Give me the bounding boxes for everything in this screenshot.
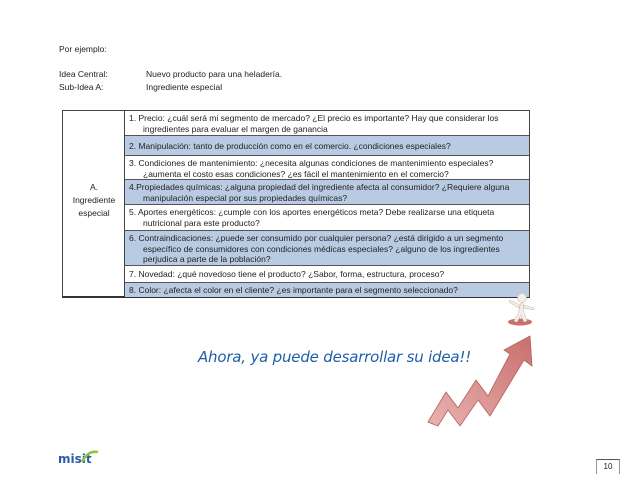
call-to-action: Ahora, ya puede desarrollar su idea!! (198, 348, 472, 366)
left-label-line: A. (89, 182, 99, 192)
page-number: 10 (596, 459, 620, 474)
row-line: manipulación especial por sus propiedades químicas? (143, 192, 348, 203)
criteria-row (125, 205, 529, 231)
criteria-row (125, 111, 529, 136)
criteria-rows (125, 111, 529, 296)
growth-arrow-icon (418, 292, 558, 434)
criteria-row (125, 266, 529, 283)
row-line: 5. Aportes energéticos: ¿cumple con los aportes energéticos meta? Debe realizarse una etiqueta (129, 207, 495, 217)
sub-idea-cell (63, 111, 125, 296)
row-line: ingredientes para evaluar el margen de ganancia (143, 123, 328, 134)
criteria-row (125, 180, 529, 205)
figure-icon (509, 294, 534, 323)
row-line: 8. Color: ¿afecta el color en el cliente? ¿es importante para el segmento seleccionado? (129, 285, 458, 295)
sub-idea-value: Ingrediente especial (146, 82, 223, 92)
criteria-table (62, 110, 530, 298)
row-line: 4.Propiedades químicas: ¿alguna propiedad del ingrediente afecta al consumidor? ¿Requiere alguna (129, 182, 510, 192)
criteria-row (125, 231, 529, 266)
intro-text: Por ejemplo: (59, 44, 107, 54)
row-line: nutricional para este producto? (143, 217, 260, 228)
left-label-line: Ingrediente (72, 195, 116, 205)
central-idea-label: Idea Central: (59, 69, 108, 79)
row-line: perjudica a parte de la población? (143, 254, 271, 264)
criteria-row (125, 136, 529, 156)
sub-idea-label: Sub-Idea A: (59, 82, 104, 92)
logo-text: misit (58, 452, 92, 466)
left-label-line: especial (78, 208, 110, 218)
row-line: específico de consumidores con condiciones médicas especiales? ¿alguno de los ingredientes (143, 243, 500, 254)
misit-logo (58, 448, 102, 473)
row-line: ¿aumenta el costo esas condiciones? ¿es fácil el mantenimiento en el comercio? (143, 168, 449, 179)
row-line: 2. Manipulación: tanto de producción como en el comercio. ¿condiciones especiales? (129, 141, 451, 151)
sub-idea-cell-label (63, 181, 125, 220)
row-line: 6. Contraindicaciones: ¿puede ser consumido por cualquier persona? ¿está dirigido a un segmento (129, 233, 504, 243)
criteria-row (125, 156, 529, 180)
row-line: 1. Precio: ¿cuál será mi segmento de mercado? ¿El precio es importante? Hay que considerar los (129, 113, 499, 123)
row-line: 3. Condiciones de mantenimiento: ¿necesita algunas condiciones de mantenimiento especiales? (129, 158, 494, 168)
central-idea-value: Nuevo producto para una heladería. (146, 69, 283, 79)
row-line: 7. Novedad: ¿qué novedoso tiene el producto? ¿Sabor, forma, estructura, proceso? (129, 269, 445, 279)
